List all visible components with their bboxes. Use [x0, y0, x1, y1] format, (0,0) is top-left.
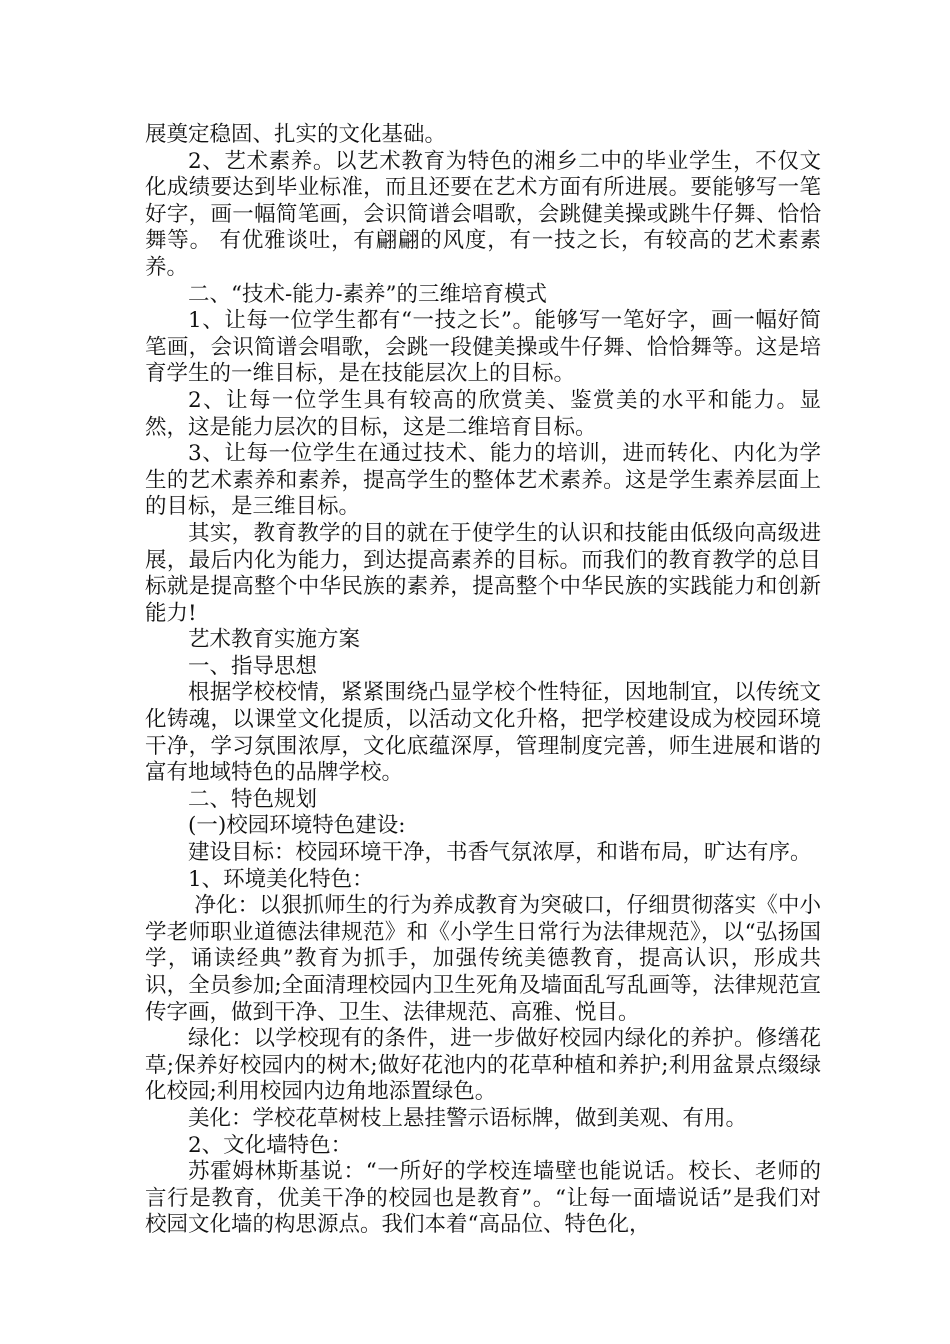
section-heading: 二、特色规划 — [188, 786, 318, 812]
document-page — [145, 122, 821, 1239]
subsection-heading: (一)校园环境特色建设: — [188, 813, 406, 839]
subsection-heading: 1、环境美化特色： — [188, 866, 374, 892]
paragraph: 美化：学校花草树枝上悬挂警示语标牌，做到美观、有用。 — [188, 1105, 748, 1131]
paragraph: 3、让每一位学生在通过技术、能力的培训，进而转化、内化为学生的艺术素养和素养，提高学生的整体艺术素养。这是学生素养层面上的目标，是三维目标。 — [145, 441, 821, 520]
paragraph: 绿化：以学校现有的条件，进一步做好校园内绿化的养护。修缮花草;保养好校园内的树木;做好花池内的花草种植和养护;利用盆景点缀绿化校园;利用校园内边角地添置绿色。 — [145, 1026, 821, 1105]
paragraph: 净化：以狠抓师生的行为养成教育为突破口，仔细贯彻落实《中小学老师职业道德法律规范》和《小学生日常行为法律规范》，以“弘扬国学，诵读经典”教育为抓手，加强传统美德教育，提高认识，形成共识，全员参加;全面清理校园内卫生死角及墙面乱写乱画等，法律规范宣传字画，做到干净、卫生、法律规范、高雅、悦目。 — [145, 893, 821, 1025]
paragraph: 1、让每一位学生都有“一技之长”。能够写一笔好字，画一幅好简笔画，会识简谱会唱歌，会跳一段健美操或牛仔舞、恰恰舞等。这是培育学生的一维目标，是在技能层次上的目标。 — [145, 308, 821, 387]
paragraph: 苏霍姆林斯基说：“一所好的学校连墙壁也能说话。校长、老师的言行是教育，优美干净的校园也是教育”。“让每一面墙说话”是我们对校园文化墙的构思源点。我们本着“高品位、特色化， — [145, 1159, 821, 1238]
paragraph: 2、让每一位学生具有较高的欣赏美、鉴赏美的水平和能力。显然，这是能力层次的目标，这是二维培育目标。 — [145, 387, 821, 440]
paragraph: 建设目标：校园环境干净，书香气氛浓厚，和谐布局，旷达有序。 — [188, 840, 812, 866]
subsection-heading: 2、文化墙特色： — [188, 1132, 353, 1158]
paragraph: 其实，教育教学的目的就在于使学生的认识和技能由低级向高级进展，最后内化为能力，到达提高素养的目标。而我们的教育教学的总目标就是提高整个中华民族的素养，提高整个中华民族的实践能力和创新能力! — [145, 520, 821, 626]
paragraph: 根据学校校情，紧紧围绕凸显学校个性特征，因地制宜，以传统文化铸魂，以课堂文化提质，以活动文化升格，把学校建设成为校园环境干净，学习氛围浓厚，文化底蕴深厚，管理制度完善，师生进展和谐的富有地域特色的品牌学校。 — [145, 680, 821, 786]
paragraph: 展奠定稳固、扎实的文化基础。 — [145, 122, 447, 147]
section-heading: 一、指导思想 — [188, 653, 318, 679]
paragraph: 2、艺术素养。以艺术教育为特色的湘乡二中的毕业学生，不仅文化成绩要达到毕业标准，而且还要在艺术方面有所进展。要能够写一笔好字，画一幅简笔画，会识简谱会唱歌，会跳健美操或跳牛仔舞、恰恰舞等。 有优雅谈吐，有翩翩的风度，有一技之长，有较高的艺术素素养。 — [145, 148, 821, 280]
document-title: 艺术教育实施方案 — [188, 627, 361, 653]
section-heading: 二、“技术-能力-素养”的三维培育模式 — [188, 281, 548, 307]
